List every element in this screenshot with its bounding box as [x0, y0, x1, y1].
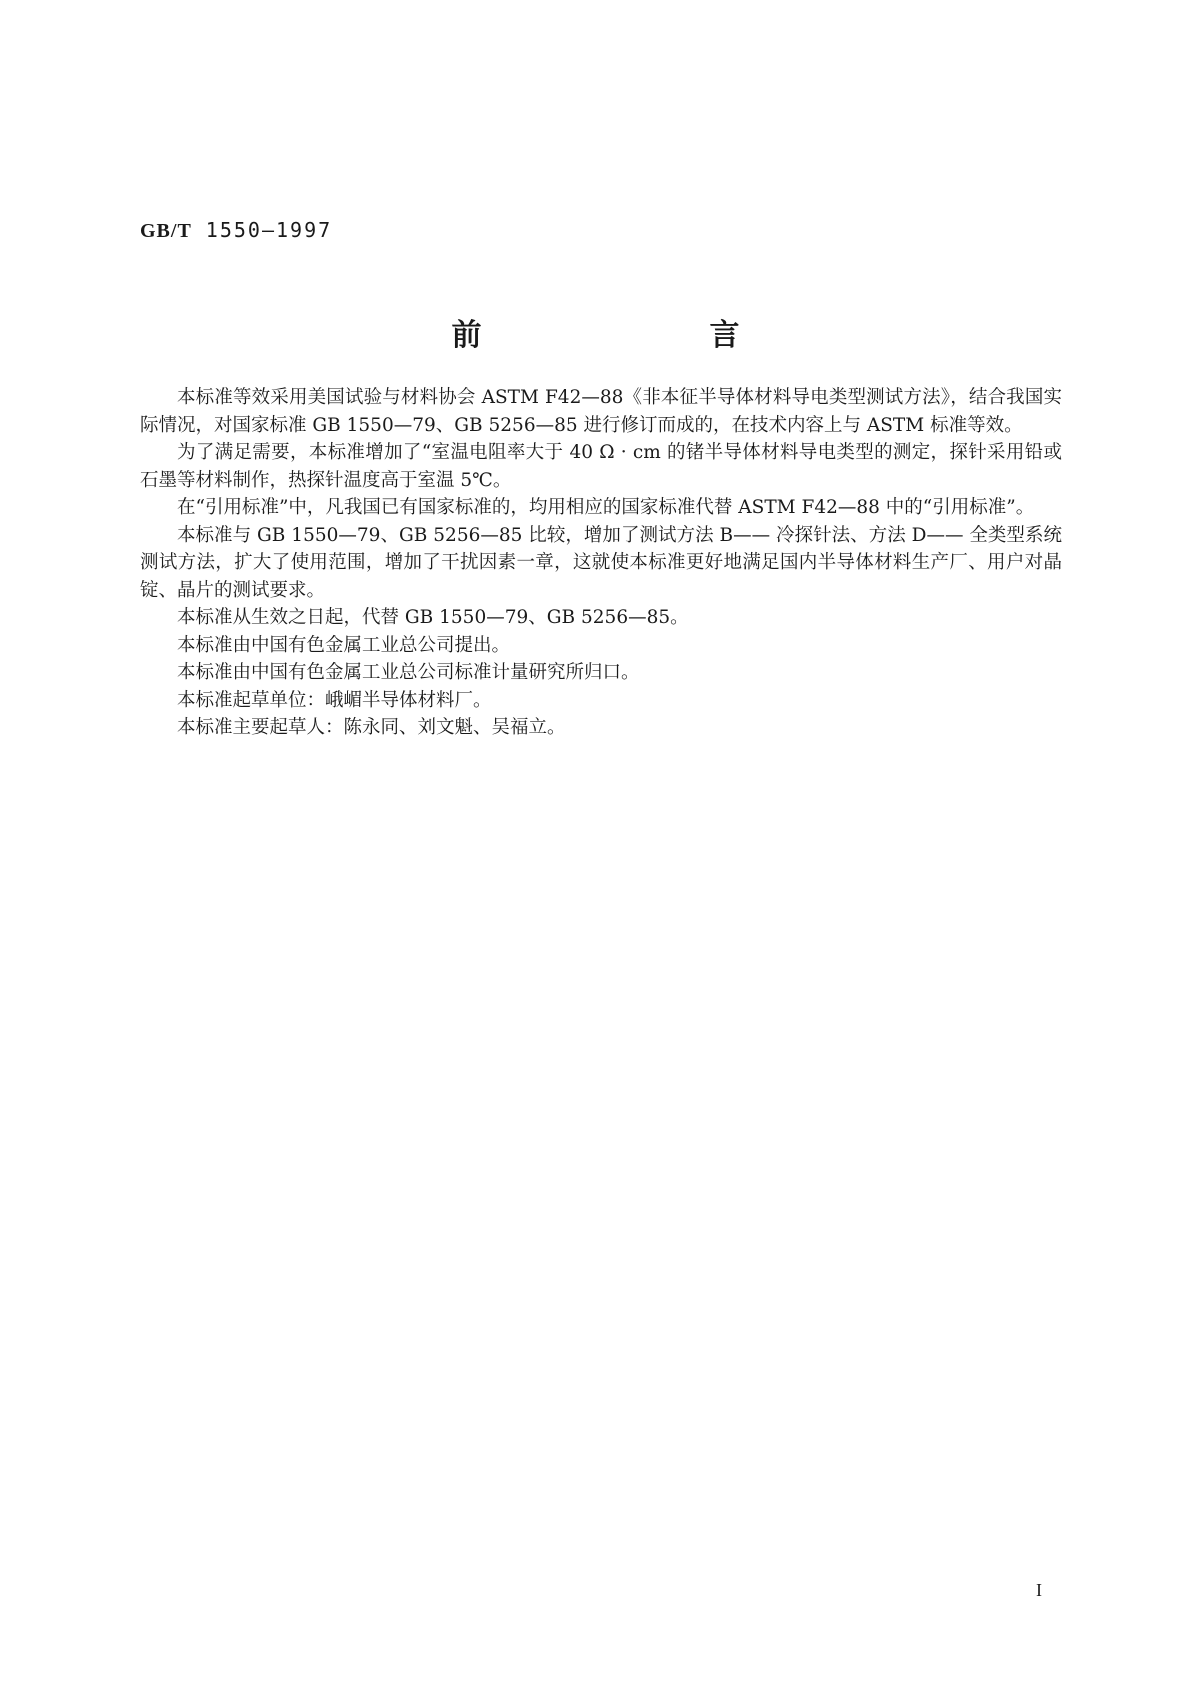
page-number: I [1036, 1580, 1042, 1600]
paragraph-proposed-by: 本标准由中国有色金属工业总公司提出。 [177, 634, 511, 656]
standard-prefix: GB/T [140, 220, 192, 242]
paragraph-drafters: 本标准主要起草人：陈永同、刘文魁、吴福立。 [177, 717, 566, 738]
paragraph-referenced-standards: 在“引用标准”中，凡我国已有国家标准的，均用相应的国家标准代替 ASTM F42—88 中的“引用标准”。 [177, 497, 1035, 518]
paragraph-additions: 为了满足需要，本标准增加了“室温电阻率大于 40 Ω · cm 的锗半导体材料导电类型的测定，探针采用铅或石墨等材料制作，热探针温度高于室温 5℃。 [140, 442, 1062, 491]
paragraph-centralized-by: 本标准由中国有色金属工业总公司标准计量研究所归口。 [177, 662, 640, 683]
standard-number: 1550—1997 [205, 218, 333, 242]
page-title: 前 言 [451, 318, 796, 353]
standard-code [140, 218, 332, 243]
paragraph-effective: 本标准从生效之日起，代替 GB 1550—79、GB 5256—85。 [177, 607, 689, 628]
paragraph-adoption: 本标准等效采用美国试验与材料协会 ASTM F42—88《非本征半导体材料导电类型测试方法》，结合我国实际情况，对国家标准 GB 1550—79、GB 5256—85 进行修订而成的，在技术内容上与 ASTM 标准等效。 [140, 387, 1062, 436]
paragraph-comparison: 本标准与 GB 1550—79、GB 5256—85 比较，增加了测试方法 B—— 冷探针法、方法 D—— 全类型系统测试方法，扩大了使用范围，增加了干扰因素一章，这就使本标准更好地满足国内半导体材料生产厂、用户对晶锭、晶片的测试要求。 [140, 524, 1062, 601]
foreword-body [140, 384, 1062, 742]
paragraph-drafting-unit: 本标准起草单位：峨嵋半导体材料厂。 [177, 689, 492, 711]
